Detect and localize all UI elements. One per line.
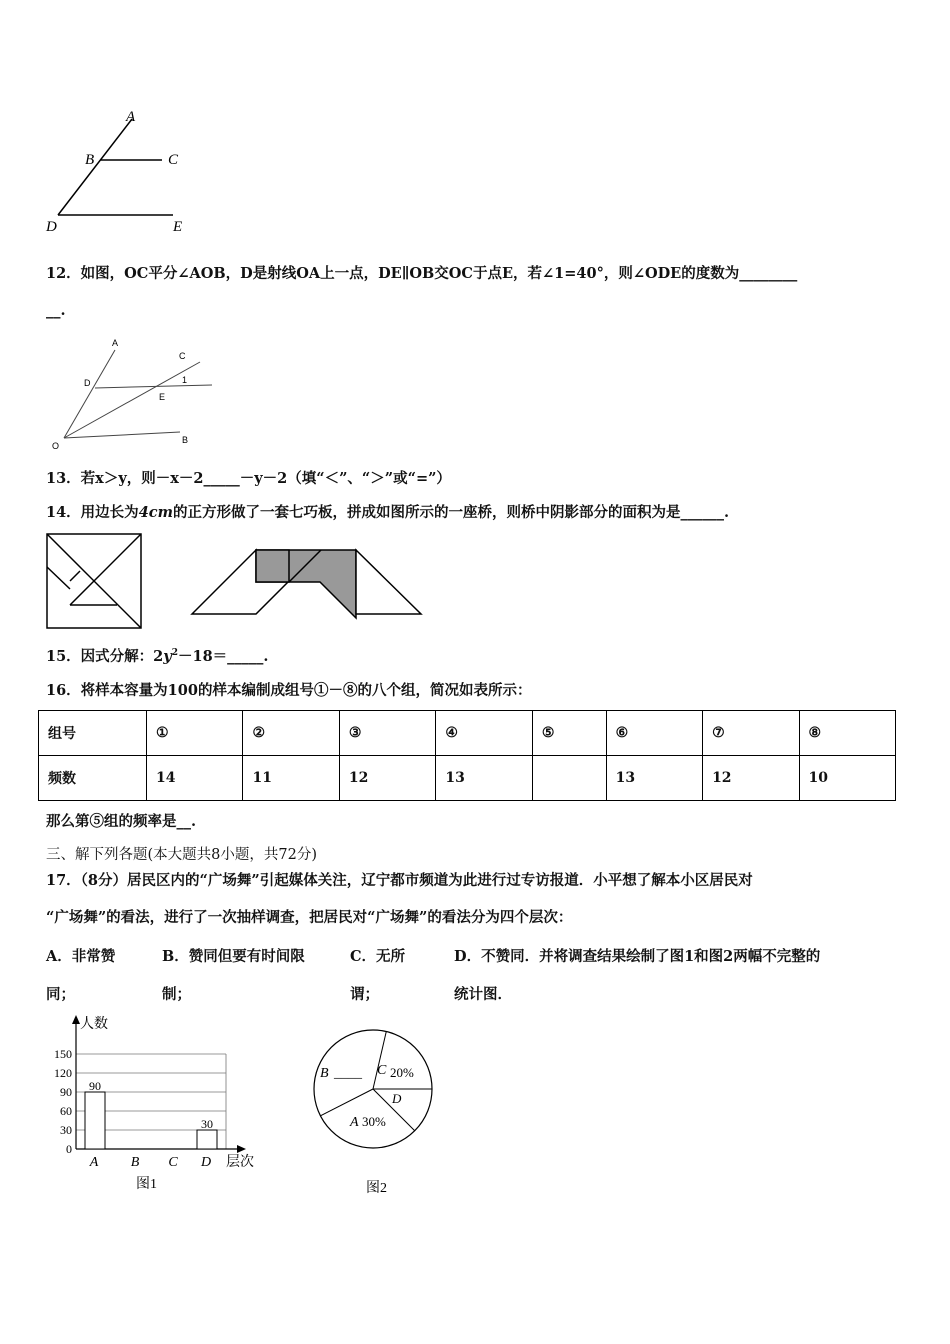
y-axis-arrow (72, 1015, 80, 1024)
pie-chart (306, 1020, 446, 1205)
bar-d (197, 1130, 217, 1149)
row-header-frequency: 频数 (39, 756, 147, 801)
slice-value-b: ____ (334, 1066, 362, 1081)
chart-title: 图1 (136, 1177, 157, 1192)
ray-ob (64, 432, 180, 438)
q15-post: －18＝_____. (177, 648, 269, 665)
x-tick-label: D (200, 1155, 212, 1170)
x-tick-labels (89, 1155, 211, 1170)
ray-oa (64, 350, 115, 438)
label-b: B (182, 435, 189, 445)
y-tick-label: 120 (54, 1066, 72, 1080)
option-a-line1: A．非常赞 (46, 948, 116, 965)
y-tick-label: 60 (60, 1104, 72, 1118)
freq-cell: 13 (436, 756, 532, 801)
freq-cell (532, 756, 606, 801)
freq-cell: 12 (339, 756, 435, 801)
slice-label-b: B (320, 1066, 329, 1081)
figure-q11 (40, 105, 200, 235)
q12-cont: __. (46, 302, 66, 319)
option-b-line1: B．赞同但要有时间限 (162, 948, 305, 965)
label-d: D (84, 378, 91, 388)
q15-exp: 2 (171, 648, 178, 659)
x-tick-label: C (168, 1155, 178, 1170)
ray-oc (64, 362, 200, 438)
group-cell: ① (147, 711, 243, 756)
label-d: D (46, 219, 57, 235)
group-cell: ③ (339, 711, 435, 756)
group-cell: ⑤ (532, 711, 606, 756)
y-tick-label: 90 (60, 1085, 72, 1099)
x-axis-arrow (237, 1145, 246, 1153)
row-header-group: 组号 (39, 711, 147, 756)
figure-q12 (40, 335, 230, 455)
group-cell: ② (243, 711, 339, 756)
q16-question: 那么第⑤组的频率是__. (46, 813, 197, 830)
freq-cell: 12 (703, 756, 799, 801)
q14-post: 的正方形做了一套七巧板，拼成如图所示的一座桥，则桥中阴影部分的面积为是______. (172, 504, 729, 521)
data-label: 90 (89, 1079, 101, 1093)
label-c: C (168, 152, 179, 168)
slice-label-a: A (350, 1115, 359, 1130)
table-row (39, 756, 896, 801)
freq-cell: 11 (243, 756, 339, 801)
bars (85, 1079, 217, 1149)
label-a: A (112, 338, 119, 348)
slice-value-c: 20% (390, 1065, 414, 1080)
y-tick-labels (54, 1047, 72, 1156)
q13-text: 13．若x＞y，则－x－2_____－y－2（填“＜”、“＞”或“=”） (46, 470, 451, 487)
label-e: E (159, 392, 166, 402)
tangram-bridge (192, 550, 421, 618)
slice-boundary (320, 1089, 373, 1116)
label-a: A (126, 109, 136, 125)
q15-var: y (163, 648, 172, 665)
x-tick-label: A (89, 1155, 99, 1170)
y-tick-label: 0 (66, 1142, 72, 1156)
slice-value-a: 30% (362, 1114, 386, 1129)
y-tick-label: 30 (60, 1123, 72, 1137)
x-axis-label: 层次 (226, 1155, 254, 1170)
slice-label-c: C (377, 1063, 387, 1078)
label-e: E (173, 219, 183, 235)
chart-title: 图2 (366, 1181, 387, 1196)
label-1: 1 (182, 375, 188, 385)
freq-cell: 13 (606, 756, 702, 801)
frequency-table (38, 710, 896, 801)
table-row (39, 711, 896, 756)
q14-length: 4cm (138, 504, 173, 521)
group-cell: ④ (436, 711, 532, 756)
option-c-line2: 谓； (350, 986, 379, 1003)
option-b-line2: 制； (162, 986, 191, 1003)
slice-boundary (373, 1032, 386, 1089)
freq-cell: 14 (147, 756, 243, 801)
q17-line1: 17．（8分）居民区内的“广场舞”引起媒体关注，辽宁都市频道为此进行过专访报道．小平想了解本小区居民对 (46, 872, 753, 889)
slice-label-d: D (392, 1091, 402, 1106)
q16-text: 16．将样本容量为100的样本编制成组号①－⑧的八个组，简况如表所示： (46, 682, 532, 699)
q14-text (46, 501, 729, 522)
bar-chart (36, 1012, 276, 1197)
label-c: C (179, 351, 186, 361)
line-d-a (58, 119, 132, 215)
tangram-square (47, 534, 141, 628)
option-c-line1: C．无所 (350, 948, 406, 965)
y-axis-label: 人数 (80, 1017, 108, 1032)
figure-q14 (40, 530, 440, 630)
group-cell: ⑥ (606, 711, 702, 756)
label-o: O (52, 441, 60, 451)
option-a-line2: 同； (46, 986, 75, 1003)
bar-a (85, 1092, 105, 1149)
group-cell: ⑧ (799, 711, 895, 756)
y-tick-label: 150 (54, 1047, 72, 1061)
x-tick-label: B (130, 1155, 140, 1170)
section-title: 三、解下列各题(本大题共8小题，共72分) (46, 847, 317, 863)
option-d-line1: D．不赞同．并将调查结果绘制了图1和图2两幅不完整的 (454, 948, 821, 965)
q17-line2: “广场舞”的看法，进行了一次抽样调查，把居民对“广场舞”的看法分为四个层次： (46, 909, 573, 926)
freq-cell: 10 (799, 756, 895, 801)
label-b: B (85, 152, 95, 168)
q12-text: 12．如图，OC平分∠AOB，D是射线OA上一点，DE∥OB交OC于点E，若∠1=40°，则∠ODE的度数为________ (46, 265, 798, 282)
option-d-line2: 统计图． (454, 986, 512, 1003)
data-label: 30 (201, 1117, 213, 1131)
q14-pre: 14．用边长为 (46, 504, 139, 521)
q15-pre: 15．因式分解：2 (46, 648, 164, 665)
q15-text (46, 645, 268, 666)
group-cell: ⑦ (703, 711, 799, 756)
